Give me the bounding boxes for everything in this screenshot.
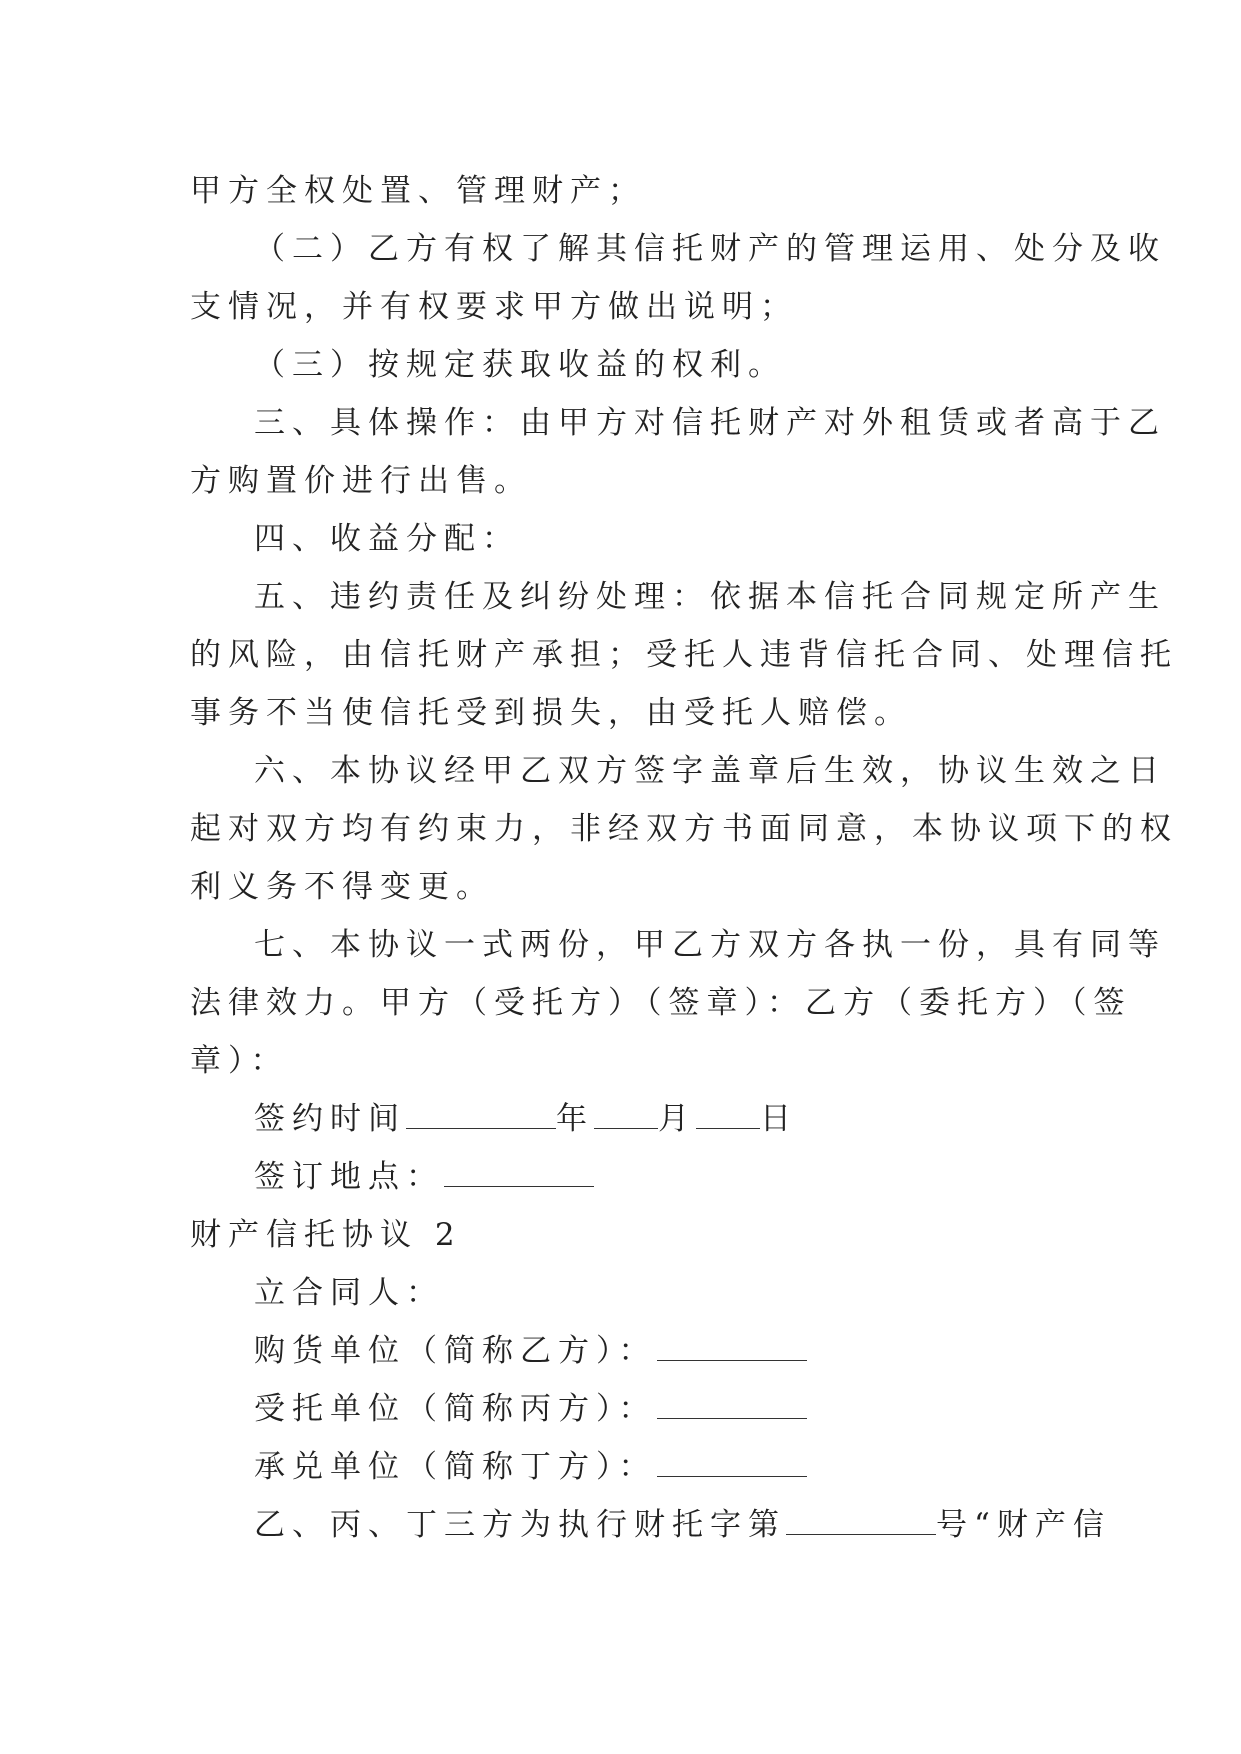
paragraph-line: 章）： xyxy=(190,1043,289,1079)
paragraph-line: （二）乙方有权了解其信托财产的管理运用、处分及收 xyxy=(254,231,1166,267)
sign-time-label: 签约时间 xyxy=(254,1101,406,1137)
paragraph-line: （三）按规定获取收益的权利。 xyxy=(254,347,786,383)
acceptor-label: 承兑单位（简称丁方）： xyxy=(254,1449,657,1485)
acceptor-blank xyxy=(657,1446,807,1477)
paragraph-line: 三、具体操作：由甲方对信托财产对外租赁或者高于乙 xyxy=(254,405,1166,441)
sign-year-blank xyxy=(406,1098,556,1129)
trustee-line xyxy=(190,1380,1060,1438)
paragraph-line: 的风险，由信托财产承担；受托人违背信托合同、处理信托 xyxy=(190,637,1178,673)
month-label: 月 xyxy=(658,1101,696,1137)
paragraph-line: 法律效力。甲方（受托方）（签章）：乙方（委托方）（签 xyxy=(190,985,1132,1021)
buyer-label: 购货单位（简称乙方）： xyxy=(254,1333,657,1369)
acceptor-line xyxy=(190,1438,1060,1496)
paragraph-line: 利义务不得变更。 xyxy=(190,869,494,905)
parties-label: 立合同人： xyxy=(254,1275,444,1311)
paragraph-line: 事务不当使信托受到损失，由受托人赔偿。 xyxy=(190,695,912,731)
last-line-prefix: 乙、丙、丁三方为执行财托字第 xyxy=(254,1507,786,1543)
last-line-suffix: 号“财产信 xyxy=(936,1507,1111,1543)
paragraph-line: 六、本协议经甲乙双方签字盖章后生效，协议生效之日 xyxy=(254,753,1166,789)
paragraph-line: 甲方全权处置、管理财产； xyxy=(190,173,646,209)
sign-place-line xyxy=(190,1148,1060,1206)
sign-time-line xyxy=(190,1090,1060,1148)
sign-day-blank xyxy=(696,1098,760,1129)
paragraph-line: 支情况，并有权要求甲方做出说明； xyxy=(190,289,798,325)
document-body xyxy=(190,162,1178,1554)
paragraph-line: 七、本协议一式两份，甲乙方双方各执一份，具有同等 xyxy=(254,927,1166,963)
paragraph-line: 方购置价进行出售。 xyxy=(190,463,532,499)
agreement2-title: 财产信托协议 2 xyxy=(190,1217,462,1253)
day-label: 日 xyxy=(760,1101,798,1137)
sign-month-blank xyxy=(594,1098,658,1129)
buyer-blank xyxy=(657,1330,807,1361)
contract-number-blank xyxy=(786,1504,936,1535)
buyer-line xyxy=(190,1322,1060,1380)
paragraph-line: 五、违约责任及纠纷处理：依据本信托合同规定所产生 xyxy=(254,579,1166,615)
sign-place-label: 签订地点： xyxy=(254,1159,444,1195)
paragraph-line: 四、收益分配： xyxy=(254,521,520,557)
paragraph-line: 起对双方均有约束力，非经双方书面同意，本协议项下的权 xyxy=(190,811,1178,847)
last-line xyxy=(190,1496,1111,1554)
trustee-blank xyxy=(657,1388,807,1419)
year-label: 年 xyxy=(556,1101,594,1137)
sign-place-blank xyxy=(444,1156,594,1187)
trustee-label: 受托单位（简称丙方）： xyxy=(254,1391,657,1427)
